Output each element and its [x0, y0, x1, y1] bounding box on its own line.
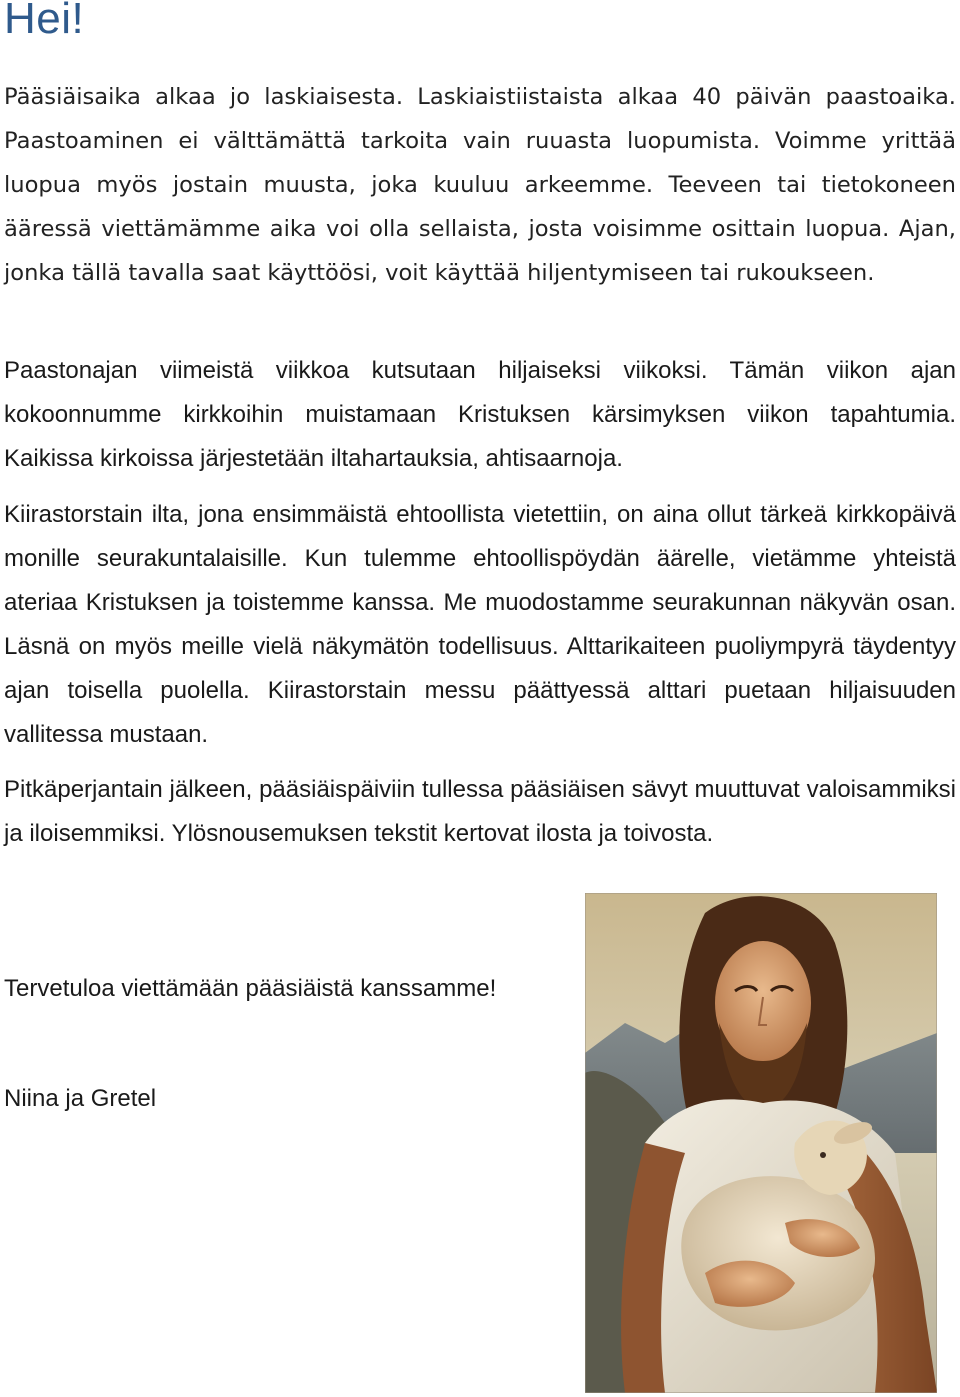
welcome-text: Tervetuloa viettämään pääsiäistä kanssamme! [4, 975, 497, 1002]
paragraph-lent: Pääsiäisaika alkaa jo laskiaisesta. Laskiaistiistaista alkaa 40 päivän paastoaika. Paastoaminen ei välttämättä tarkoita vain ruuasta luopumista. Voimme yrittää luopua myös jostain muusta, joka kuuluu arkeemme. Teeveen tai tietokoneen ääressä viettämämme aika voi olla sellaista, josta voisimme osittain luopua. Ajan, jonka tällä tavalla saat käyttöösi, voit käyttää hiljentymiseen tai rukoukseen. [4, 84, 956, 286]
paragraph-easter: Pitkäperjantain jälkeen, pääsiäispäiviin tullessa pääsiäisen sävyt muuttuvat valoisammiksi ja iloisemmiksi. Ylösnousemuksen tekstit kertovat ilosta ja toivosta. [4, 776, 956, 847]
painting-icon [585, 893, 937, 1393]
paragraph-maundy-thursday: Kiirastorstain ilta, jona ensimmäistä ehtoollista vietettiin, on aina ollut tärkeä kirkkopäivä monille seurakuntalaisille. Kun tulemme ehtoollispöydän äärelle, vietämme yhteistä ateriaa Kristuksen ja toistemme kanssa. Me muodostamme seurakunnan näkyvän osan. Läsnä on myös meille vielä näkymätön todellisuus. Alttarikaiteen puoliympyrä täydentyy ajan toisella puolella. Kiirastorstain messu päättyessä alttari puetaan hiljaisuuden vallitessa mustaan. [4, 501, 956, 748]
page-title: Hei! [4, 0, 85, 43]
signature: Niina ja Gretel [4, 1085, 157, 1112]
jesus-with-lamb-image [585, 893, 937, 1393]
paragraph-holy-week: Paastonajan viimeistä viikkoa kutsutaan hiljaiseksi viikoksi. Tämän viikon ajan kokoonnumme kirkkoihin muistamaan Kristuksen kärsimyksen viikon tapahtumia. Kaikissa kirkoissa järjestetään iltahartauksia, ahtisaarnoja. [4, 357, 956, 472]
